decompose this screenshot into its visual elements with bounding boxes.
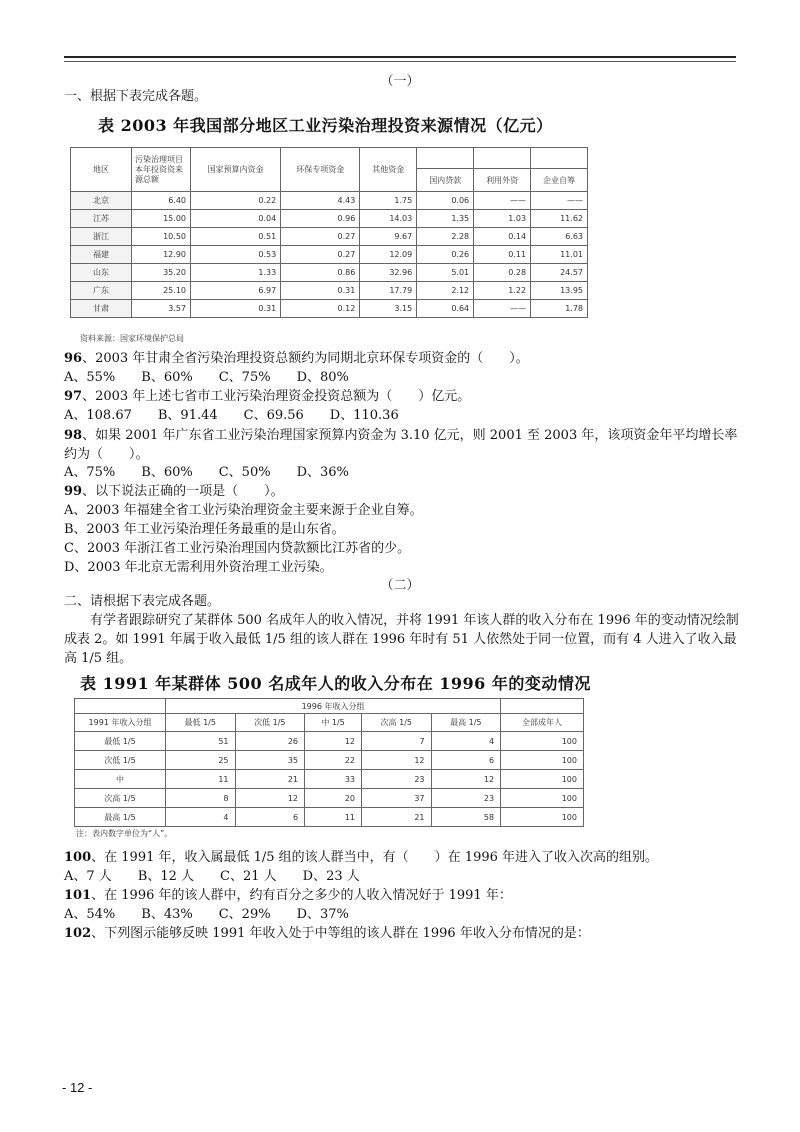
row-label: 中 [75, 770, 166, 789]
cell-total: 6.40 [132, 192, 191, 210]
cell-self: 1.78 [531, 300, 588, 318]
question-98-options: A、75% B、60% C、50% D、36% [64, 465, 349, 480]
table-row [71, 246, 588, 264]
cell-value: 22 [305, 751, 362, 770]
cell-value: 11 [166, 770, 236, 789]
question-number: 96 [64, 351, 83, 366]
cell-value: 100 [501, 751, 584, 770]
question-text: 、2003 年上述七省市工业污染治理资金投资总额为（ ）亿元。 [82, 389, 471, 404]
cell-env: 0.27 [281, 228, 360, 246]
cell-other: 17.79 [360, 282, 417, 300]
section-one-intro: 一、根据下表完成各题。 [64, 89, 208, 104]
cell-self: —— [531, 192, 588, 210]
question-97 [64, 388, 740, 406]
row-label: 最高 1/5 [75, 808, 166, 827]
col-header-region: 地区 [71, 148, 132, 192]
cell-value: 21 [362, 808, 432, 827]
cell-value: 6 [235, 808, 305, 827]
cell-value: 23 [431, 789, 501, 808]
cell-budget: 0.31 [191, 300, 281, 318]
cell-value: 100 [501, 808, 584, 827]
cell-foreign: 0.28 [474, 264, 531, 282]
cell-self: 6.63 [531, 228, 588, 246]
cell-env: 0.86 [281, 264, 360, 282]
question-number: 99 [64, 484, 83, 499]
question-number: 97 [64, 389, 83, 404]
cell-env: 0.27 [281, 246, 360, 264]
row-header: 1991 年收入分组 [75, 714, 166, 732]
section-one-label: （一） [380, 74, 420, 89]
table-row [71, 192, 588, 210]
cell-value: 51 [166, 732, 236, 751]
cell-loan: 0.26 [417, 246, 474, 264]
table-two-note: 注：表内数字单位为“人”。 [76, 829, 173, 838]
col-header-budget: 国家预算内资金 [191, 148, 281, 192]
question-text: 、2003 年甘肃全省污染治理投资总额约为同期北京环保专项资金的（ ）。 [82, 351, 529, 366]
cell-region: 广东 [71, 282, 132, 300]
cell-value: 26 [235, 732, 305, 751]
table-row [75, 732, 584, 751]
cell-value: 12 [431, 770, 501, 789]
cell-env: 4.43 [281, 192, 360, 210]
question-text: 、下列图示能够反映 1991 年收入处于中等组的该人群在 1996 年收入分布情况的是： [91, 926, 590, 941]
group-header: 1996 年收入分组 [166, 699, 501, 714]
row-label: 最低 1/5 [75, 732, 166, 751]
col-header-other: 其他资金 [360, 148, 417, 192]
cell-value: 12 [362, 751, 432, 770]
question-99-option-b: B、2003 年工业污染治理任务最重的是山东省。 [64, 522, 345, 537]
table-two-title: 表 1991 年某群体 500 名成年人的收入分布在 1996 年的变动情况 [80, 674, 591, 693]
col-header-env: 环保专项资金 [281, 148, 360, 192]
cell-total: 25.10 [132, 282, 191, 300]
header-blank [501, 699, 584, 714]
table-row [71, 300, 588, 318]
cell-value: 100 [501, 770, 584, 789]
cell-other: 3.15 [360, 300, 417, 318]
cell-value: 12 [235, 789, 305, 808]
cell-budget: 0.22 [191, 192, 281, 210]
header-blank [75, 699, 166, 714]
row-label: 次高 1/5 [75, 789, 166, 808]
question-96-options: A、55% B、60% C、75% D、80% [64, 370, 349, 385]
cell-self: 24.57 [531, 264, 588, 282]
cell-region: 江苏 [71, 210, 132, 228]
cell-other: 14.03 [360, 210, 417, 228]
cell-value: 6 [431, 751, 501, 770]
cell-value: 12 [305, 732, 362, 751]
cell-loan: 5.01 [417, 264, 474, 282]
col-header: 次低 1/5 [235, 714, 305, 732]
cell-value: 100 [501, 789, 584, 808]
question-101-options: A、54% B、43% C、29% D、37% [64, 907, 349, 922]
question-text: 、在 1991 年，收入属最低 1/5 组的该人群当中，有（ ）在 1996 年进入了收入次高的组别。 [91, 850, 659, 865]
question-98 [64, 426, 740, 464]
table-row [71, 282, 588, 300]
col-header-blank-3 [531, 148, 588, 169]
cell-other: 1.75 [360, 192, 417, 210]
cell-total: 12.90 [132, 246, 191, 264]
cell-region: 浙江 [71, 228, 132, 246]
cell-total: 35.20 [132, 264, 191, 282]
col-header-blank-1 [417, 148, 474, 169]
question-text: 、以下说法正确的一项是（ ）。 [82, 484, 284, 499]
table-row [75, 808, 584, 827]
header-rule-thin [64, 61, 736, 62]
table-row [75, 789, 584, 808]
cell-value: 20 [305, 789, 362, 808]
page-number: - 12 - [62, 1080, 93, 1095]
cell-budget: 0.53 [191, 246, 281, 264]
cell-value: 37 [362, 789, 432, 808]
question-100 [64, 849, 740, 867]
table-one-title: 表 2003 年我国部分地区工业污染治理投资来源情况（亿元） [98, 116, 553, 135]
cell-env: 0.12 [281, 300, 360, 318]
question-100-options: A、7 人 B、12 人 C、21 人 D、23 人 [64, 869, 360, 884]
cell-value: 7 [362, 732, 432, 751]
question-97-options: A、108.67 B、91.44 C、69.56 D、110.36 [64, 408, 399, 423]
cell-loan: 0.06 [417, 192, 474, 210]
question-101 [64, 887, 740, 905]
col-header-total: 污染治理项目本年投资资来源总额 [132, 148, 191, 192]
col-header: 最低 1/5 [166, 714, 236, 732]
cell-total: 15.00 [132, 210, 191, 228]
cell-budget: 1.33 [191, 264, 281, 282]
question-number: 101 [64, 888, 92, 903]
table-one-source: 资料来源：国家环境保护总局 [80, 334, 184, 343]
cell-total: 3.57 [132, 300, 191, 318]
question-number: 100 [64, 850, 92, 865]
cell-foreign: 0.11 [474, 246, 531, 264]
cell-other: 12.09 [360, 246, 417, 264]
row-label: 次低 1/5 [75, 751, 166, 770]
question-99-option-c: C、2003 年浙江省工业污染治理国内贷款额比江苏省的少。 [64, 541, 411, 556]
cell-budget: 6.97 [191, 282, 281, 300]
cell-value: 35 [235, 751, 305, 770]
cell-value: 100 [501, 732, 584, 751]
cell-foreign: —— [474, 192, 531, 210]
cell-loan: 1.35 [417, 210, 474, 228]
cell-env: 0.31 [281, 282, 360, 300]
cell-loan: 0.64 [417, 300, 474, 318]
table-row [75, 770, 584, 789]
cell-self: 11.62 [531, 210, 588, 228]
cell-value: 4 [166, 808, 236, 827]
col-header: 次高 1/5 [362, 714, 432, 732]
cell-value: 11 [305, 808, 362, 827]
section-two-label: （二） [380, 578, 420, 593]
section-two-paragraph: 有学者跟踪研究了某群体 500 名成年人的收入情况，并将 1991 年该人群的收入分布在 1996 年的变动情况绘制成表 2。如 1991 年属于收入最低 1/5 组的该人群在 1996 年时有 51 人依然处于同一位置，而有 4 人进入了收入最高 1/5 组。 [64, 613, 739, 666]
cell-region: 甘肃 [71, 300, 132, 318]
cell-foreign: 1.22 [474, 282, 531, 300]
cell-env: 0.96 [281, 210, 360, 228]
pollution-investment-table [70, 147, 588, 318]
cell-value: 33 [305, 770, 362, 789]
cell-other: 32.96 [360, 264, 417, 282]
cell-foreign: —— [474, 300, 531, 318]
col-header: 最高 1/5 [431, 714, 501, 732]
cell-region: 北京 [71, 192, 132, 210]
cell-value: 8 [166, 789, 236, 808]
header-rule-thick [64, 56, 736, 58]
question-number: 102 [64, 926, 92, 941]
cell-value: 21 [235, 770, 305, 789]
cell-region: 山东 [71, 264, 132, 282]
col-header-foreign: 利用外资 [474, 169, 531, 192]
cell-foreign: 0.14 [474, 228, 531, 246]
table-row [71, 264, 588, 282]
cell-value: 25 [166, 751, 236, 770]
cell-other: 9.67 [360, 228, 417, 246]
col-header-blank-2 [474, 148, 531, 169]
cell-self: 13.95 [531, 282, 588, 300]
cell-region: 福建 [71, 246, 132, 264]
cell-loan: 2.28 [417, 228, 474, 246]
cell-foreign: 1.03 [474, 210, 531, 228]
table-row [71, 228, 588, 246]
cell-value: 23 [362, 770, 432, 789]
cell-value: 4 [431, 732, 501, 751]
cell-value: 58 [431, 808, 501, 827]
col-header: 全部成年人 [501, 714, 584, 732]
col-header-self: 企业自筹 [531, 169, 588, 192]
cell-budget: 0.04 [191, 210, 281, 228]
question-text: 、在 1996 年的该人群中，约有百分之多少的人收入情况好于 1991 年： [91, 888, 512, 903]
col-header: 中 1/5 [305, 714, 362, 732]
question-number: 98 [64, 428, 83, 443]
section-two-intro: 二、请根据下表完成各题。 [64, 594, 221, 609]
question-96 [64, 350, 740, 368]
income-mobility-table [74, 698, 584, 827]
question-99-option-d: D、2003 年北京无需利用外资治理工业污染。 [64, 560, 333, 575]
cell-loan: 2.12 [417, 282, 474, 300]
question-99-option-a: A、2003 年福建全省工业污染治理资金主要来源于企业自筹。 [64, 503, 423, 518]
question-102 [64, 925, 740, 943]
table-row [75, 751, 584, 770]
cell-self: 11.01 [531, 246, 588, 264]
table-row [71, 210, 588, 228]
question-99 [64, 483, 740, 501]
cell-budget: 0.51 [191, 228, 281, 246]
col-header-loan: 国内贷款 [417, 169, 474, 192]
cell-total: 10.50 [132, 228, 191, 246]
question-text: 、如果 2001 年广东省工业污染治理国家预算内资金为 3.10 亿元，则 2001 至 2003 年，该项资金年平均增长率约为（ ）。 [64, 428, 738, 462]
